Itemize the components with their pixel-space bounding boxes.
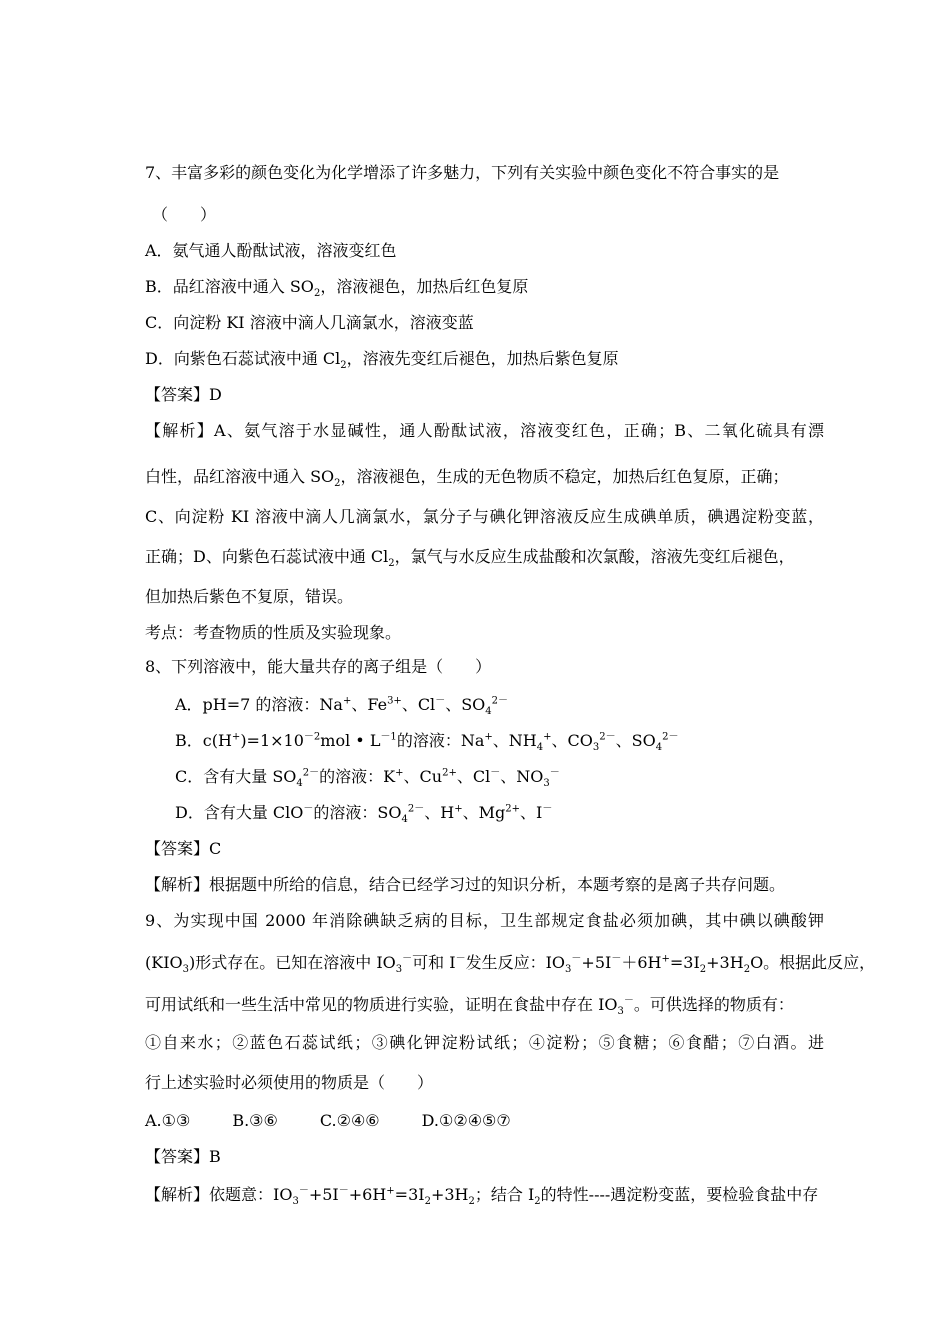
q8-answer: 【答案】C bbox=[145, 839, 222, 858]
q9-stem-line: 行上述实验时必须使用的物质是（ ） bbox=[145, 1073, 434, 1092]
q7-kaodian: 考点：考查物质的性质及实验现象。 bbox=[145, 623, 402, 642]
q9-stem-line: ①自来水；②蓝色石蕊试纸；③碘化钾淀粉试纸；④淀粉；⑤食糖；⑥食醋；⑦白酒。进 bbox=[145, 1033, 824, 1052]
q7-bracket: （ ） bbox=[152, 205, 217, 224]
q9-stem-line: $(KIO_3)$形式存在。已知在溶液中 $IO_3^-$可和 I－发生反应：$IO_3^-+5I^-+6H^+=3I_2+3H_2O$。根据此反应， bbox=[145, 953, 876, 976]
q7-analysis-line: 正确；D、向紫色石蕊试液中通 $Cl_2$，氯气与水反应生成盐酸和次氯酸，溶液先变红后褪色， bbox=[145, 547, 795, 570]
q9-stem-line: 9、为实现中国 2000 年消除碘缺乏病的目标，卫生部规定食盐必须加碘，其中碘以碘酸钾 bbox=[145, 911, 824, 930]
q9-options bbox=[145, 1110, 824, 1132]
q7-analysis-line: 【解析】A、氨气溶于水显碱性，通人酚酞试液，溶液变红色，正确；B、二氧化硫具有漂 bbox=[145, 421, 824, 440]
q7-answer: 【答案】D bbox=[145, 385, 222, 404]
q7-stem: 7、丰富多彩的颜色变化为化学增添了许多魅力，下列有关实验中颜色变化不符合事实的是 bbox=[145, 163, 780, 182]
q7-analysis-line: 白性，品红溶液中通入 $SO_2$，溶液褪色，生成的无色物质不稳定，加热后红色复原，正确； bbox=[145, 467, 789, 490]
q9-option: B.③⑥ bbox=[232, 1111, 278, 1130]
q7-option-d: D．向紫色石蕊试液中通 $Cl_2$，溶液先变红后褪色，加热后紫色复原 bbox=[145, 349, 619, 372]
q8-option-c: C．含有大量 $SO_4^{2-}$的溶液：K+、$Cu^{2+}$、Cl－、$NO_3^-$ bbox=[175, 767, 560, 790]
q7-analysis-line: 但加热后紫色不复原，错误。 bbox=[145, 587, 354, 606]
q8-stem: 8、下列溶液中，能大量共存的离子组是（ ） bbox=[145, 657, 492, 676]
q7-option-a: A．氨气通人酚酞试液，溶液变红色 bbox=[145, 241, 397, 260]
q9-answer: 【答案】B bbox=[145, 1147, 221, 1166]
q9-option: C.②④⑥ bbox=[319, 1111, 380, 1130]
q7-analysis-line: C、向淀粉 KI 溶液中滴人几滴氯水，氯分子与碘化钾溶液反应生成碘单质，碘遇淀粉变蓝， bbox=[145, 507, 824, 526]
q9-option: D.①②④⑤⑦ bbox=[421, 1111, 511, 1130]
q8-option-a: A．pH=7 的溶液：Na+、$Fe^{3+}$、Cl－、$SO_4^{2-}$ bbox=[175, 695, 509, 718]
q8-analysis: 【解析】根据题中所给的信息，结合已经学习过的知识分析，本题考察的是离子共存问题。 bbox=[145, 875, 786, 894]
q9-option: A.①③ bbox=[145, 1111, 191, 1130]
q8-option-d: D．含有大量 ClO－的溶液：$SO_4^{2-}$、H+、$Mg^{2+}$、I－ bbox=[175, 803, 553, 826]
q9-stem-line: 可用试纸和一些生活中常见的物质进行实验，证明在食盐中存在 $IO_3^-$。可供选择的物质有： bbox=[145, 995, 794, 1018]
q8-option-b: B．$c(H^+)=1\times 10^{-2}mol$ • $L^{-1}$的溶液：Na+、$NH_4^+$、$CO_3^{2-}$、$SO_4^{2-}$ bbox=[175, 731, 679, 754]
q7-option-c: C．向淀粉 KI 溶液中滴人几滴氯水，溶液变蓝 bbox=[145, 313, 474, 332]
q9-analysis: 【解析】依题意：$IO_3^-+5I^-+6H^+=3I_2+3H_2$；结合 $I_2$的特性----遇淀粉变蓝，要检验食盐中存 bbox=[145, 1185, 819, 1208]
q7-option-b: B．品红溶液中通入 $SO_2$，溶液褪色，加热后红色复原 bbox=[145, 277, 529, 300]
